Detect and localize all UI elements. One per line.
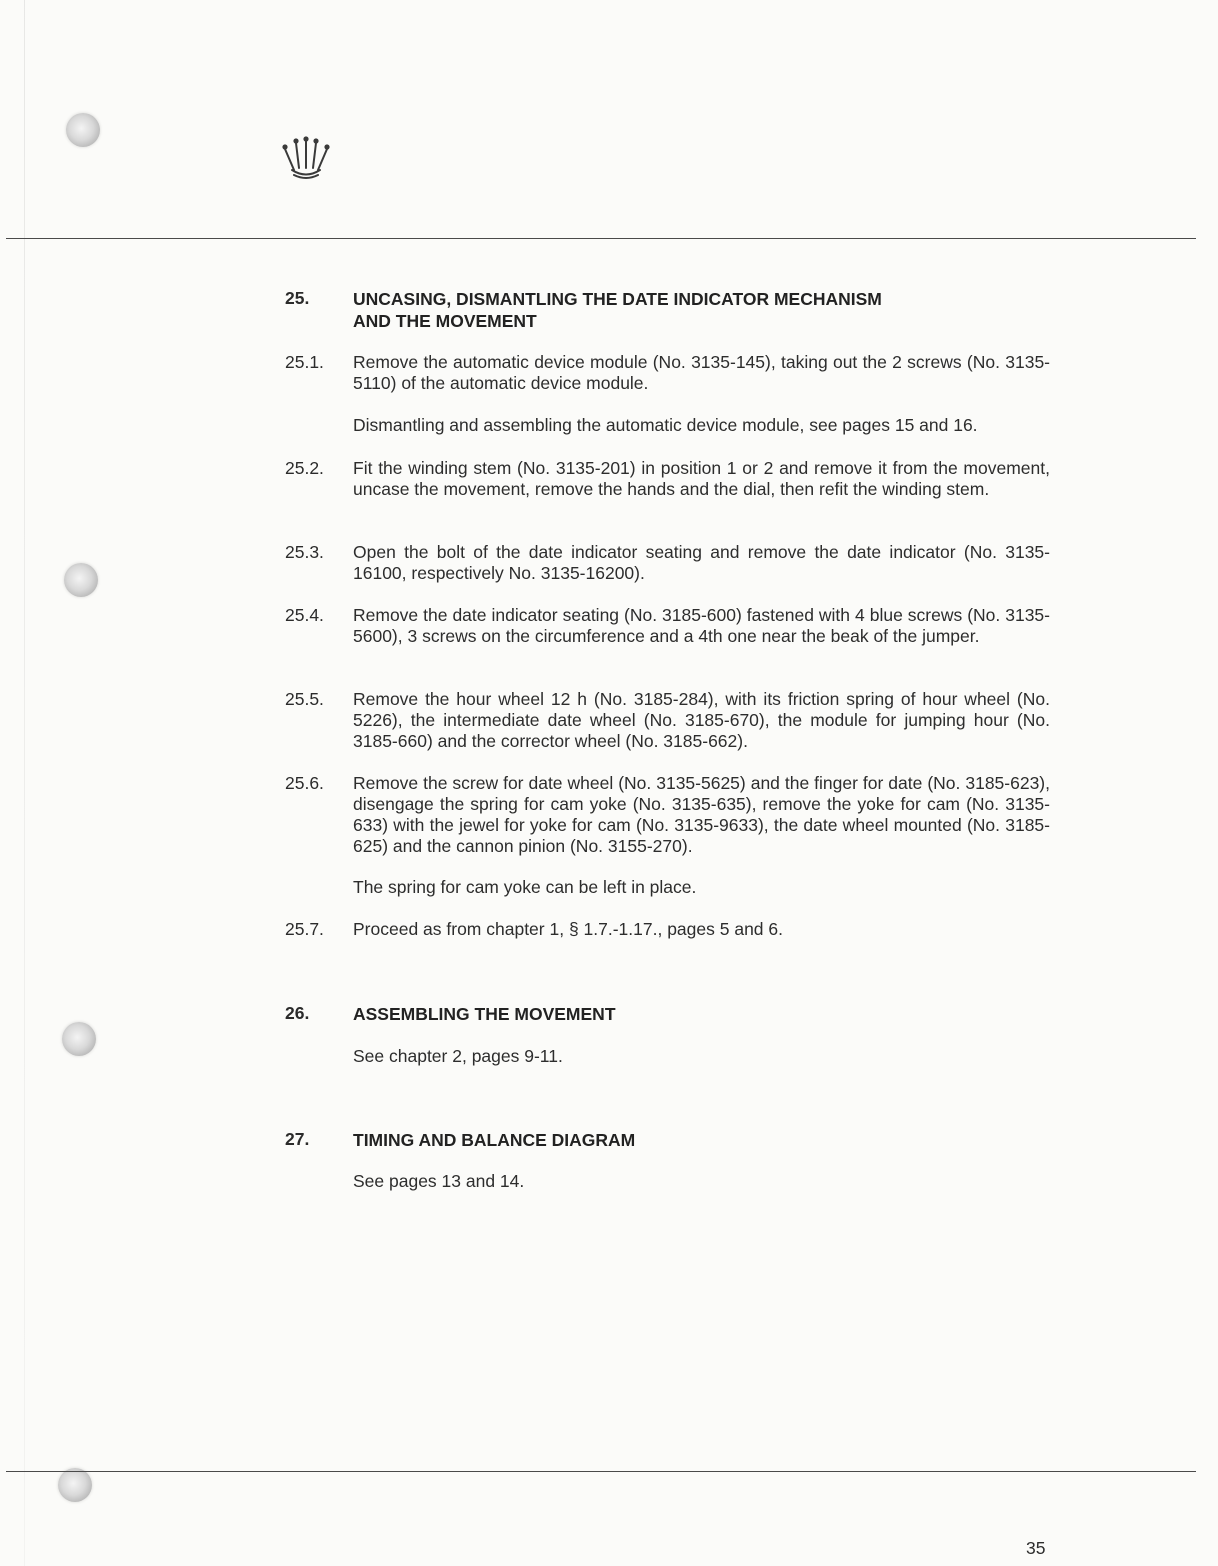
binder-hole-icon (66, 113, 100, 147)
page-edge-shadow (24, 0, 25, 1566)
section-number: 27. (285, 1129, 310, 1149)
section-number: 25. (285, 288, 310, 308)
step-paragraph: Dismantling and assembling the automatic device module, see pages 15 and 16. (353, 415, 978, 435)
step-number: 25.1. (285, 352, 324, 372)
step-number: 25.5. (285, 689, 324, 709)
section-body: See pages 13 and 14. (353, 1171, 525, 1191)
section-title (353, 288, 1053, 332)
section-title-line: UNCASING, DISMANTLING THE DATE INDICATOR MECHANISM (353, 289, 882, 309)
step-number: 25.3. (285, 542, 324, 562)
step-number: 25.4. (285, 605, 324, 625)
step-paragraph: Open the bolt of the date indicator seating and remove the date indicator (No. 3135-16100, respectively No. 3135-16200). (353, 542, 1050, 583)
section-body: See chapter 2, pages 9-11. (353, 1046, 563, 1066)
binder-hole-icon (62, 1022, 96, 1056)
page-number: 35 (1026, 1538, 1046, 1558)
step-paragraph: Fit the winding stem (No. 3135-201) in position 1 or 2 and remove it from the movement, uncase the movement, remove the hands and the dial, then refit the winding stem. (353, 458, 1050, 499)
step-paragraph: Remove the date indicator seating (No. 3185-600) fastened with 4 blue screws (No. 3135-5600), 3 screws on the circumference and a 4th one near the beak of the jumper. (353, 605, 1050, 646)
header-rule (6, 238, 1196, 239)
step-paragraph: The spring for cam yoke can be left in place. (353, 877, 697, 897)
step-paragraph: Remove the screw for date wheel (No. 3135-5625) and the finger for date (No. 3185-623), disengage the spring for cam yoke (No. 3135-635), remove the yoke for cam (No. 3135-633) with the jewel for yoke for cam (No. 3135-9633), the date wheel mounted (No. 3185-625) and the cannon pinion (No. 3155-270). (353, 773, 1050, 856)
step-paragraph: Proceed as from chapter 1, § 1.7.-1.17., pages 5 and 6. (353, 919, 783, 939)
crown-logo-icon (280, 135, 332, 181)
binder-hole-icon (58, 1468, 92, 1502)
step-paragraph: Remove the hour wheel 12 h (No. 3185-284), with its friction spring of hour wheel (No. 5226), the intermediate date wheel (No. 3185-670), the module for jumping hour (No. 3185-660) and the corrector wheel (No. 3185-662). (353, 689, 1050, 751)
section-title: TIMING AND BALANCE DIAGRAM (353, 1130, 636, 1150)
footer-rule (6, 1471, 1196, 1472)
step-paragraph: Remove the automatic device module (No. 3135-145), taking out the 2 screws (No. 3135-5110) of the automatic device module. (353, 352, 1050, 393)
step-number: 25.2. (285, 458, 324, 478)
section-number: 26. (285, 1003, 310, 1023)
step-number: 25.6. (285, 773, 324, 793)
section-title: ASSEMBLING THE MOVEMENT (353, 1004, 616, 1024)
step-number: 25.7. (285, 919, 324, 939)
section-title-line: AND THE MOVEMENT (353, 311, 537, 331)
binder-hole-icon (64, 563, 98, 597)
